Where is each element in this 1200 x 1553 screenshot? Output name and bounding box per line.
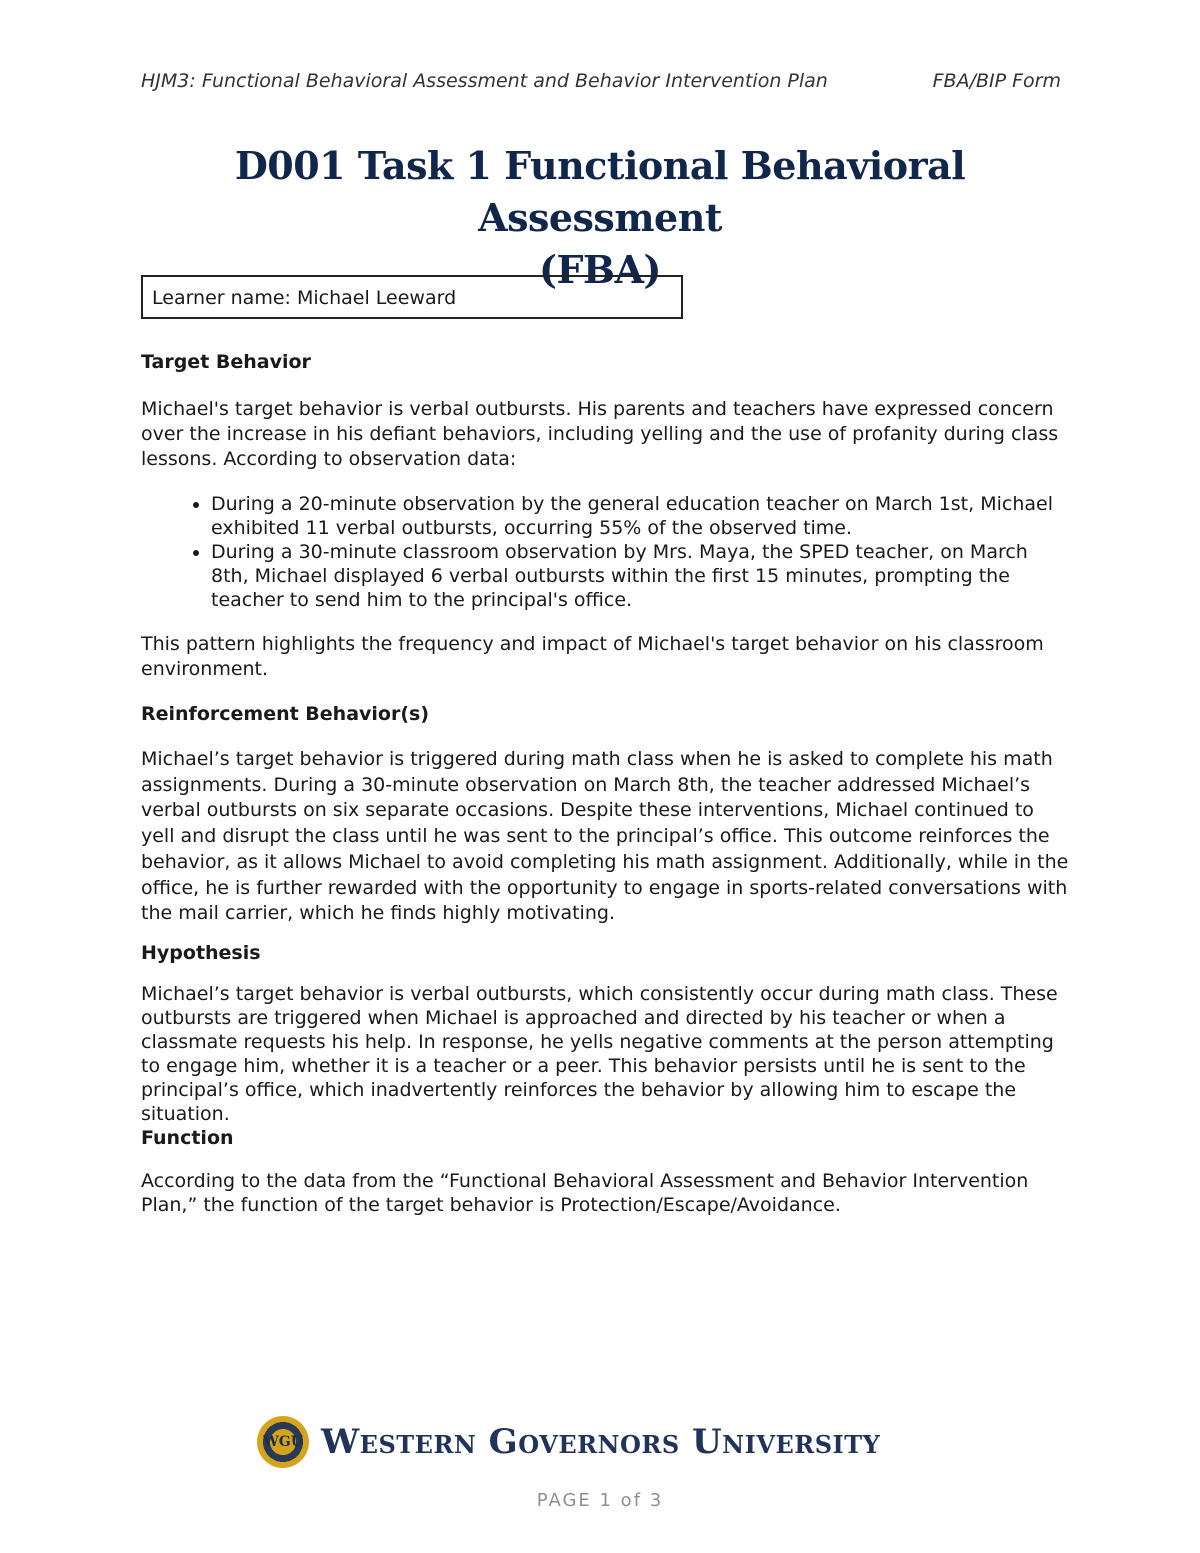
university-name: Western Governors University: [321, 1422, 881, 1462]
page-header: [141, 70, 1061, 92]
function-body: According to the data from the “Functional Behavioral Assessment and Behavior Intervention Plan,” the function of the target behavior is Protection/Escape/Avoidance.: [141, 1169, 1029, 1216]
header-form-label: FBA/BIP Form: [932, 70, 1061, 92]
header-course-title: HJM3: Functional Behavioral Assessment and Behavior Intervention Plan: [141, 70, 828, 92]
reinforcement-body: Michael’s target behavior is triggered during math class when he is asked to complete his math assignments. During a 30-minute observation on March 8th, the teacher addressed Michael’s verbal outbursts on six separate occasions. Despite these interventions, Michael continued to yell and disrupt the class until he was sent to the principal’s office. This outcome reinforces the behavior, as it allows Michael to avoid completing his math assignment. Additionally, while in the office, he is further rewarded with the opportunity to engage in sports-related conversations with the mail carrier, which he finds highly motivating.: [141, 748, 1069, 925]
title-line-2: (FBA): [538, 247, 662, 292]
target-behavior-intro: Michael's target behavior is verbal outbursts. His parents and teachers have expressed concern over the increase in his defiant behaviors, including yelling and the use of profanity during class lessons. According to observation data:: [141, 398, 1059, 470]
title-line-1: D001 Task 1 Functional Behavioral Assessment: [234, 143, 966, 240]
document-title: [140, 140, 1060, 296]
hypothesis-heading: Hypothesis: [141, 941, 261, 964]
hypothesis-body: Michael’s target behavior is verbal outbursts, which consistently occur during math class. These outbursts are triggered when Michael is approached and directed by his teacher or when a classmate requests his help. In response, he yells negative comments at the person attempting to engage him, whether it is a teacher or a peer. This behavior persists until he is sent to the principal’s office, which inadvertently reinforces the behavior by allowing him to escape the situation.: [141, 982, 1058, 1125]
learner-name-box: Learner name: Michael Leeward: [141, 275, 683, 319]
list-item: • During a 20-minute observation by the general education teacher on March 1st, Michael exhibited 11 verbal outbursts, occurring 55% of the observed time.: [211, 492, 1071, 540]
wgu-logo: [257, 1413, 907, 1471]
page-number: PAGE 1 of 3: [536, 1490, 664, 1511]
reinforcement-heading: Reinforcement Behavior(s): [141, 703, 430, 725]
target-behavior-heading: Target Behavior: [141, 351, 311, 373]
function-heading: Function: [141, 1126, 234, 1149]
target-behavior-outro: This pattern highlights the frequency and impact of Michael's target behavior on his classroom environment.: [141, 633, 1044, 680]
list-item: • During a 30-minute classroom observation by Mrs. Maya, the SPED teacher, on March 8th, Michael displayed 6 verbal outbursts within the first 15 minutes, prompting the teacher to send him to the principal's office.: [211, 540, 1071, 612]
document-body: [141, 350, 1071, 1217]
wgu-seal-icon: WGU: [257, 1416, 309, 1468]
observation-list: [141, 492, 1071, 612]
